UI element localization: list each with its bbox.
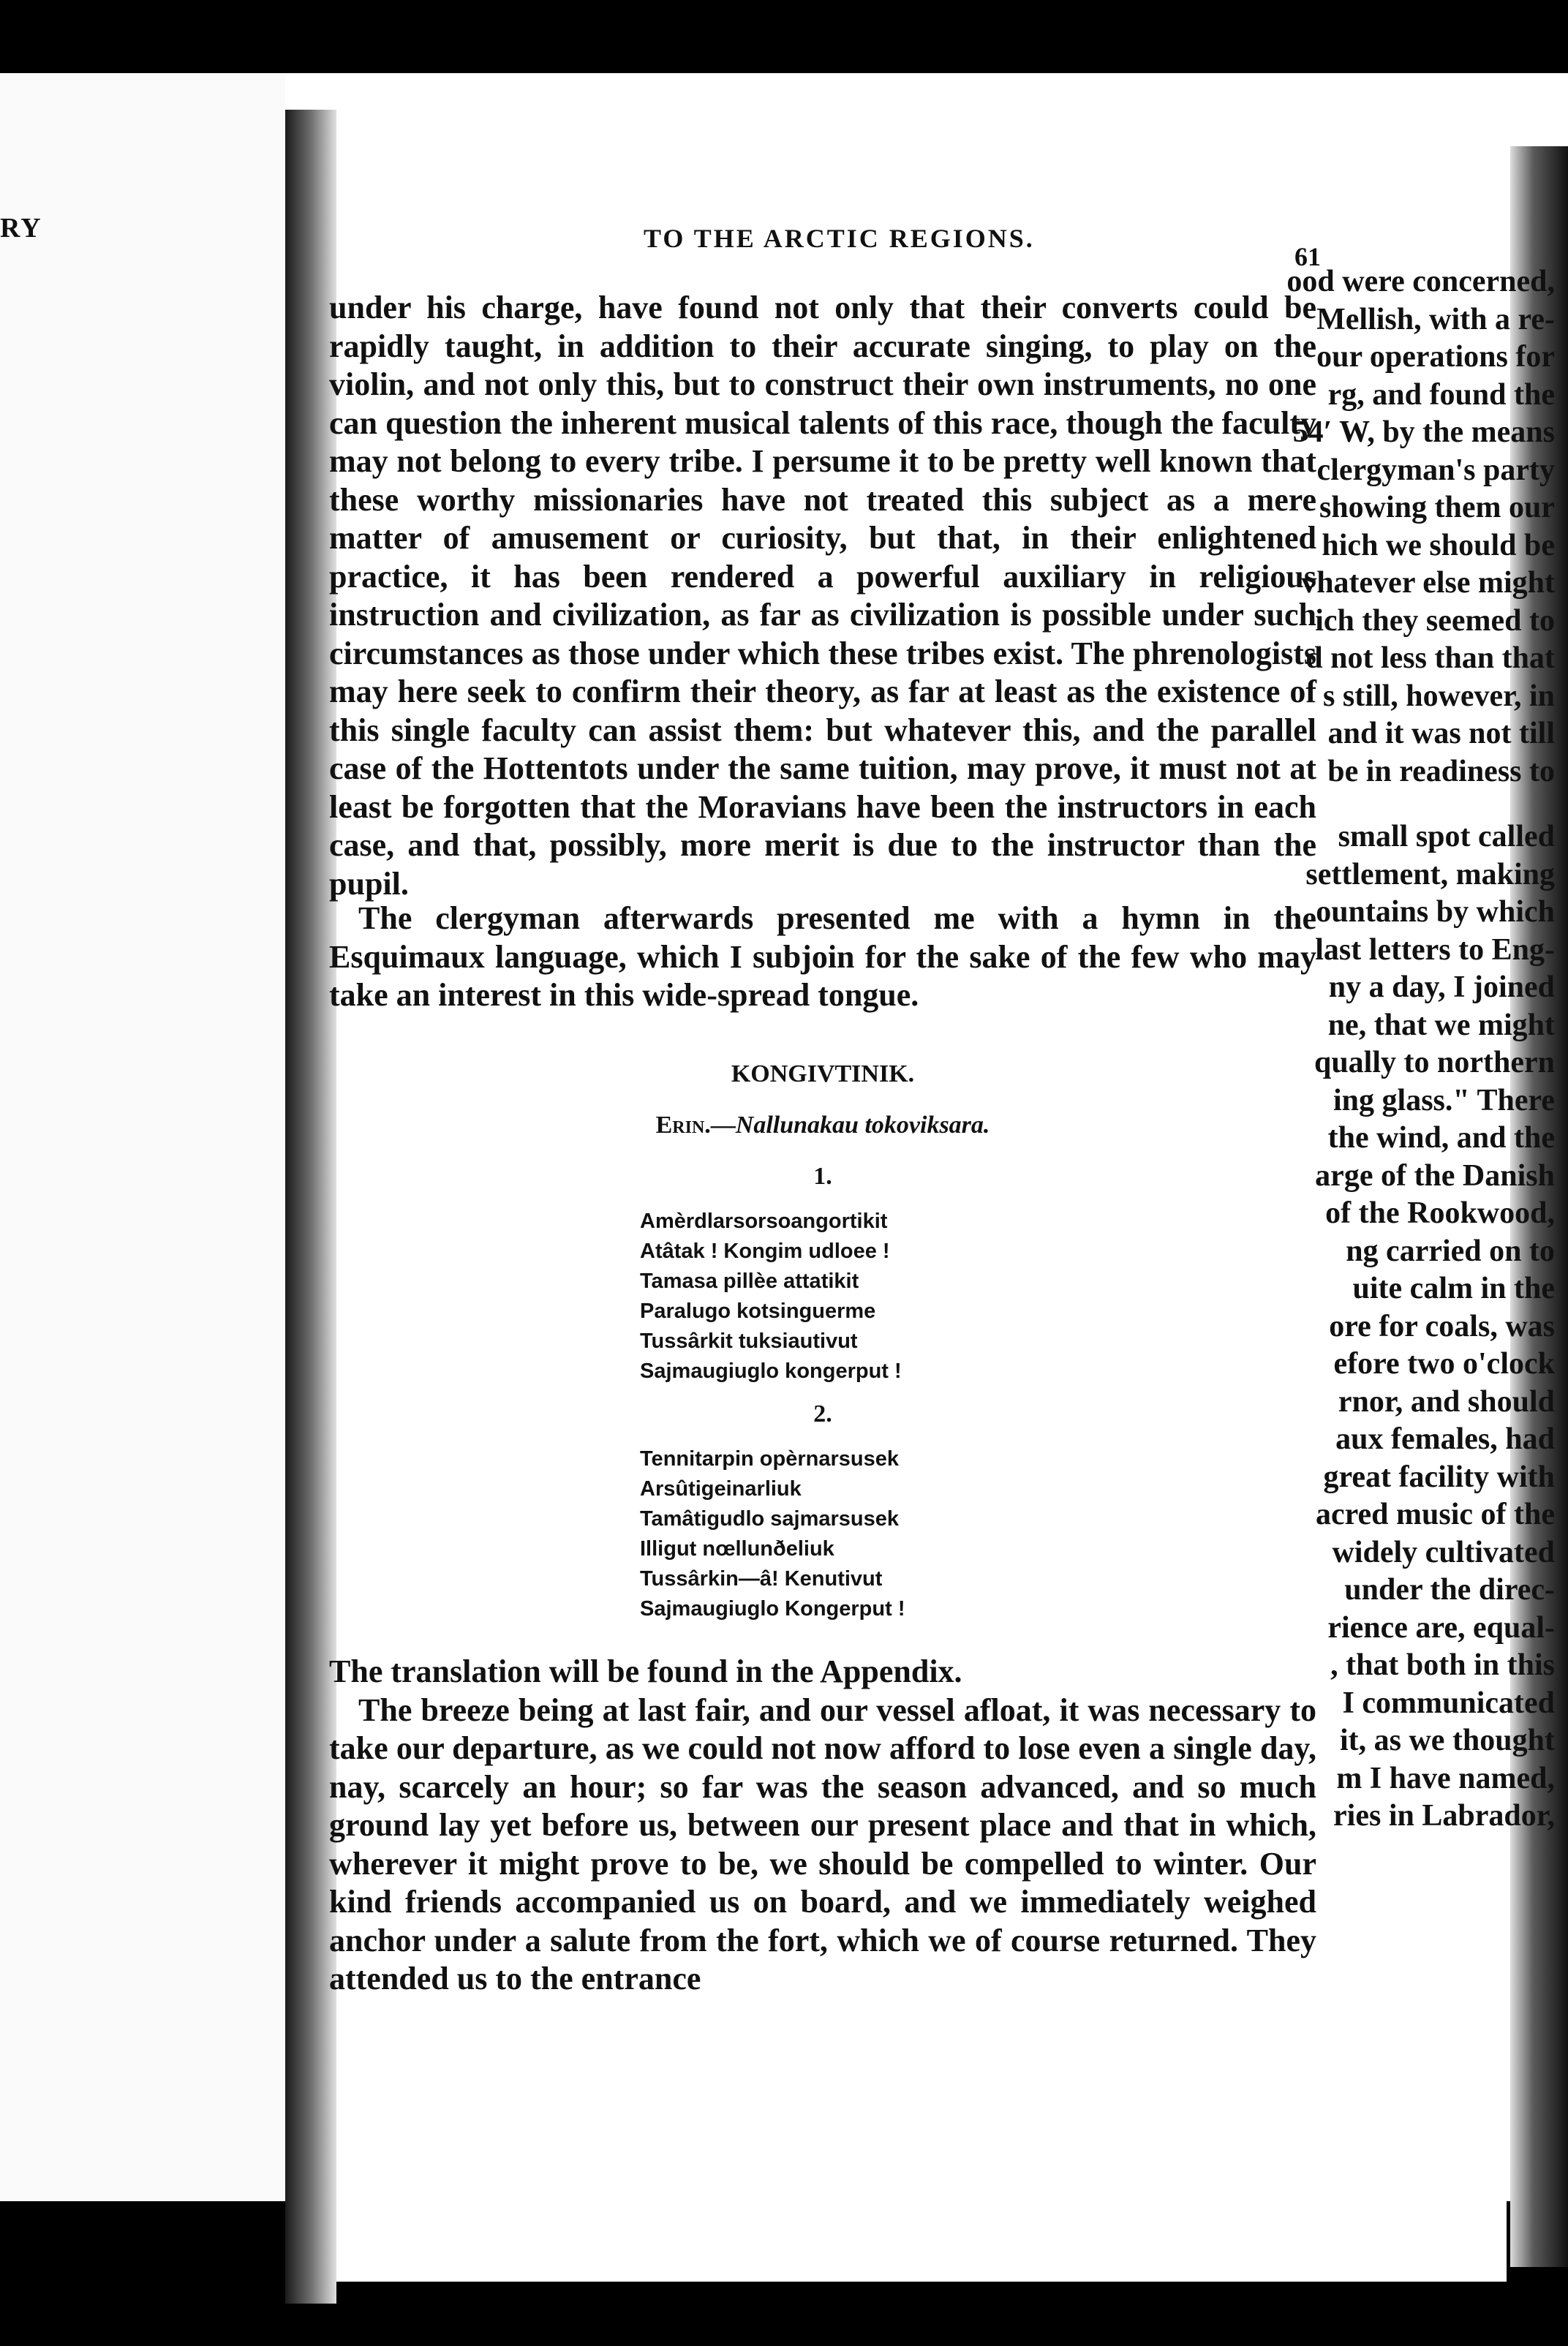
left-running-head: RY [0, 213, 42, 244]
verse-line: Sajmaugiuglo kongerput ! [640, 1359, 902, 1383]
left-page-gap [1283, 791, 1568, 818]
left-page-line: showing them our [1319, 491, 1555, 524]
left-page-line: ries in Labrador, [1333, 1799, 1555, 1833]
verse-2 [640, 1444, 905, 1624]
left-page-line: our operations for [1316, 340, 1555, 374]
hymn-tune-dash: — [710, 1112, 736, 1139]
verse-line: Illigut nœllunðeliuk [640, 1537, 834, 1561]
verse-2-number: 2. [813, 1400, 832, 1427]
left-page-line: I communicated [1342, 1686, 1555, 1720]
left-page-line: ountains by which [1316, 895, 1555, 929]
hymn-tune-label: Erin. [655, 1112, 711, 1139]
left-page [0, 73, 285, 2201]
left-page-line: clergyman's party [1316, 453, 1555, 487]
left-page-line: ne, that we might [1327, 1008, 1555, 1042]
running-head: TO THE ARCTIC REGIONS. [644, 224, 1035, 253]
left-page-line: acred music of the [1316, 1498, 1555, 1531]
left-page-line: qually to northern [1313, 1046, 1555, 1079]
left-page-line: ny a day, I joined [1328, 970, 1555, 1004]
left-page-line: uite calm in the [1352, 1272, 1555, 1305]
left-page-line: arge of the Danish [1315, 1158, 1555, 1193]
left-page-line: Mellish, with a re- [1316, 302, 1555, 336]
verse-line: Tussârkit tuksiautivut [640, 1329, 858, 1353]
left-page-line: under the direc- [1344, 1573, 1555, 1607]
hymn-title: KONGIVTINIK. [731, 1060, 915, 1087]
left-page-line: ich they seemed to [1315, 603, 1555, 638]
left-page-line: 54′ W, by the means [1292, 415, 1555, 449]
paragraph-3-text: The breeze being at last fair, and our vessel afloat, it was necessary to take our departure, as we could not now afford to lose even a single day, nay, scarcely an hour; so far was the season advanced, and so much ground lay yet before us, between our present place and that in which, wherever it might prove to be, we should be compelled to winter. Our kind friends accompanied us on board, and we immediately weighed anchor under a salute from the fort, which we of course returned. They attended us to the entrance [329, 1691, 1316, 1996]
left-page-line: d not less than that [1305, 641, 1555, 675]
left-page-line: rience are, equal- [1327, 1610, 1555, 1645]
paragraph-2-text: The clergyman afterwards presented me with a hymn in the Esquimaux language, which I subjoin for the sake of the few who may take an interest in this wide-spread tongue. [329, 900, 1316, 1013]
left-page-line: it, as we thought [1339, 1724, 1555, 1757]
left-page-line: last letters to Eng- [1315, 932, 1555, 967]
left-page-line: the wind, and the [1327, 1121, 1555, 1155]
hymn-tune [329, 1112, 1316, 1139]
paragraph-1 [329, 289, 1316, 903]
left-page-line: hich we should be [1322, 528, 1555, 562]
left-page-line: settlement, making [1305, 857, 1555, 891]
verse-line: Tamâtigudlo sajmarsusek [640, 1507, 900, 1531]
left-page-line: s still, however, in [1323, 679, 1555, 713]
left-page-line: aux females, had [1335, 1422, 1555, 1456]
left-page-line: ing glass." There [1333, 1083, 1555, 1117]
paragraph-3-first-line: The translation will be found in the Appendix. [329, 1653, 962, 1689]
hymn-tune-name: Nallunakau tokoviksara. [735, 1112, 990, 1139]
left-page-line: and it was not till [1327, 717, 1555, 750]
left-page-line: ood were concerned, [1286, 265, 1555, 298]
left-page-line: ng carried on to [1346, 1234, 1555, 1268]
paragraph-1-text: under his charge, have found not only that their converts could be rapidly taught, in addition to their accurate singing, to play on the violin, and not only this, but to construct their own instruments, no one can question the inherent musical talents of this race, though the faculty may not belong to every tribe. I persume it to be pretty well known that these worthy missionaries have not treated this subject as a mere matter of amusement or curiosity, but that, in their enlightened practice, it has been rendered a powerful auxiliary in religious instruction and civilization, as far as civilization is possible under such circumstances as those under which these tribes exist. The phrenologists may here seek to confirm their theory, as far at least as the existence of this single faculty can assist them: but whatever this, and the parallel case of the Hottentots under the same tuition, may prove, it must not at least be forgotten that the Moravians have been the instructors in each case, and that, possibly, more merit is due to the instructor than the pupil. [329, 290, 1316, 902]
verse-line: Tamasa pillèe attatikit [640, 1270, 859, 1293]
left-page-line: be in readiness to [1327, 754, 1555, 788]
verse-line: Paralugo kotsinguerme [640, 1300, 876, 1323]
left-page-line: vhatever else might [1301, 566, 1555, 600]
left-page-line: ore for coals, was [1329, 1309, 1555, 1343]
verse-line: Sajmaugiuglo Kongerput ! [640, 1597, 905, 1621]
verse-line: Tussârkin—â! Kenutivut [640, 1567, 883, 1591]
left-page-text [1283, 263, 1568, 1836]
verse-line: Amèrdlarsorsoangortikit [640, 1210, 888, 1233]
left-page-line: rg, and found the [1327, 377, 1555, 412]
left-page-line: m I have named, [1336, 1761, 1555, 1795]
verse-line: Atâtak ! Kongim udloee ! [640, 1240, 890, 1263]
left-page-line: small spot called [1338, 820, 1555, 853]
verse-line: Tennitarpin opèrnarsusek [640, 1447, 899, 1471]
scan-top-border [0, 0, 1568, 73]
paragraph-3 [329, 1653, 1316, 1999]
left-page-line: , that both in this [1330, 1648, 1555, 1682]
left-page-line: great facility with [1323, 1460, 1555, 1494]
left-page-line: efore two o'clock [1333, 1347, 1555, 1381]
verse-line: Arsûtigeinarliuk [640, 1477, 802, 1501]
verse-1-number: 1. [813, 1163, 832, 1190]
left-page-line: rnor, and should [1338, 1384, 1555, 1419]
left-page-line: of the Rookwood, [1325, 1196, 1555, 1230]
verse-1 [640, 1207, 902, 1387]
page-number: 61 [1294, 242, 1321, 271]
left-page-line: widely cultivated [1332, 1535, 1555, 1569]
paragraph-2 [329, 899, 1316, 1015]
